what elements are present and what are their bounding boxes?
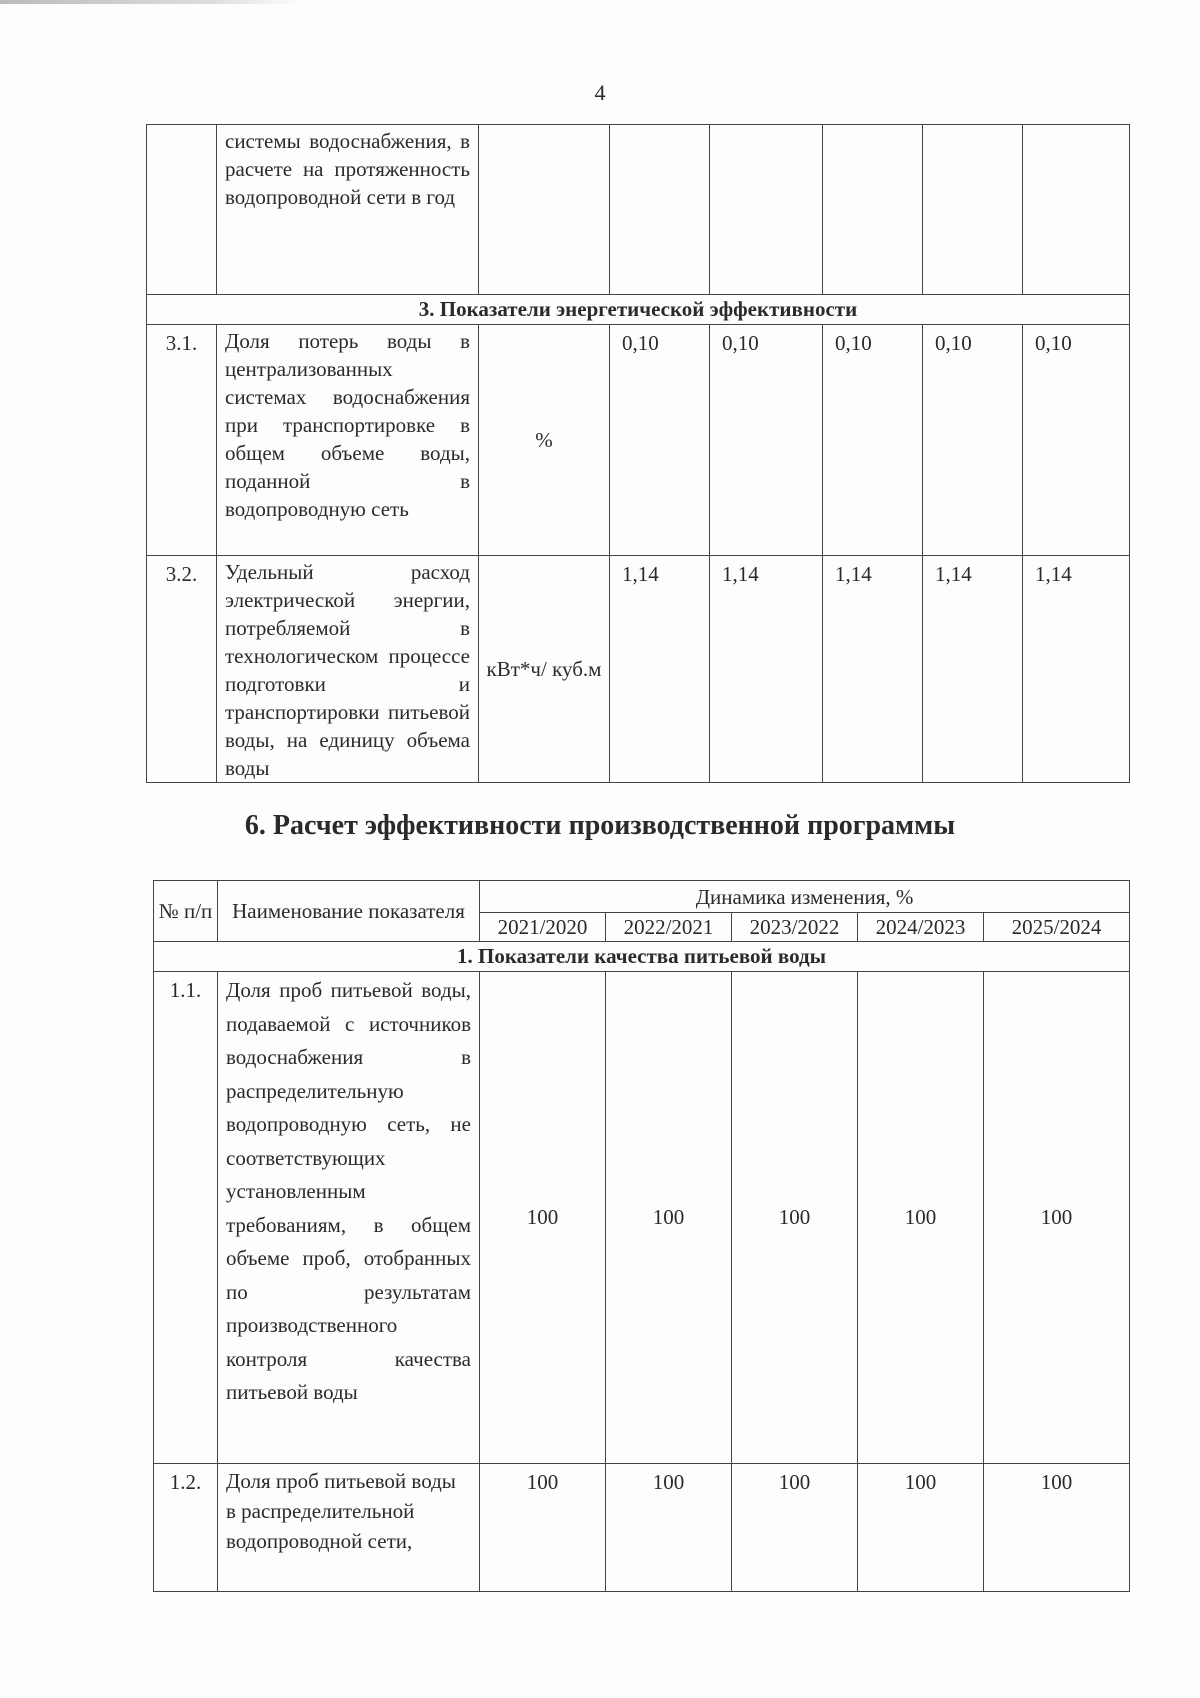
table-row: [154, 1464, 1130, 1592]
section-row: [147, 295, 1130, 325]
value-cell: 1,14: [923, 556, 1023, 783]
value-cell: 0,10: [823, 325, 923, 556]
indicator-name: системы водоснабжения, в расчете на протяженность водопроводной сети в год: [217, 125, 479, 295]
value-cell: 0,10: [710, 325, 823, 556]
period-header: 2025/2024: [984, 913, 1130, 942]
value-cell: [1023, 125, 1130, 295]
row-number: 1.2.: [154, 1464, 218, 1592]
value-cell: 100: [858, 1464, 984, 1592]
indicator-unit: кВт*ч/ куб.м: [479, 556, 610, 783]
value-cell: 100: [858, 972, 984, 1464]
row-number: 3.1.: [147, 325, 217, 556]
indicator-name: Удельный расход электрической энергии, потребляемой в технологическом процессе подготовки и транспортировки питьевой воды, на единицу объема воды: [217, 556, 479, 783]
indicator-unit: %: [479, 325, 610, 556]
value-cell: 100: [732, 1464, 858, 1592]
table-row: [154, 972, 1130, 1464]
value-cell: 100: [984, 1464, 1130, 1592]
section-row: [154, 942, 1130, 972]
section-title: 3. Показатели энергетической эффективности: [147, 295, 1130, 325]
value-cell: [923, 125, 1023, 295]
page-number: 4: [594, 80, 606, 105]
column-header-number: № п/п: [154, 881, 218, 942]
indicator-name: Доля потерь воды в централизованных системах водоснабжения при транспортировке в общем объеме воды, поданной в водопроводную сеть: [217, 325, 479, 556]
value-cell: [710, 125, 823, 295]
value-cell: 100: [480, 1464, 606, 1592]
value-cell: 100: [984, 972, 1130, 1464]
section-heading: 6. Расчет эффективности производственной программы: [244, 810, 956, 841]
value-cell: 1,14: [1023, 556, 1130, 783]
value-cell: 100: [606, 972, 732, 1464]
value-cell: 100: [732, 972, 858, 1464]
indicator-unit: [479, 125, 610, 295]
column-header-name: Наименование показателя: [218, 881, 480, 942]
row-number: [147, 125, 217, 295]
period-header: 2024/2023: [858, 913, 984, 942]
header-row: [154, 881, 1130, 913]
value-cell: 1,14: [610, 556, 710, 783]
period-header: 2021/2020: [480, 913, 606, 942]
period-header: 2022/2021: [606, 913, 732, 942]
energy-indicators-table: [146, 124, 1130, 783]
indicator-name: Доля проб питьевой воды в распределительной водопроводной сети,: [218, 1464, 480, 1592]
value-cell: 0,10: [610, 325, 710, 556]
section-title: 1. Показатели качества питьевой воды: [154, 942, 1130, 972]
table-row: [147, 125, 1130, 295]
column-header-dynamics: Динамика изменения, %: [480, 881, 1130, 913]
row-number: 3.2.: [147, 556, 217, 783]
scan-edge-artifact: [0, 0, 300, 4]
row-number: 1.1.: [154, 972, 218, 1464]
value-cell: 1,14: [823, 556, 923, 783]
value-cell: 100: [480, 972, 606, 1464]
value-cell: [610, 125, 710, 295]
table-row: [147, 556, 1130, 783]
indicator-name: Доля проб питьевой воды, подаваемой с источников водоснабжения в распределительную водопроводную сеть, не соответствующих установленным требованиям, в общем объеме проб, отобранных по результатам производственного контроля качества питьевой воды: [218, 972, 480, 1464]
value-cell: 100: [606, 1464, 732, 1592]
efficiency-table: [153, 880, 1130, 1592]
table-row: [147, 325, 1130, 556]
value-cell: 1,14: [710, 556, 823, 783]
value-cell: 0,10: [1023, 325, 1130, 556]
period-header: 2023/2022: [732, 913, 858, 942]
value-cell: [823, 125, 923, 295]
value-cell: 0,10: [923, 325, 1023, 556]
